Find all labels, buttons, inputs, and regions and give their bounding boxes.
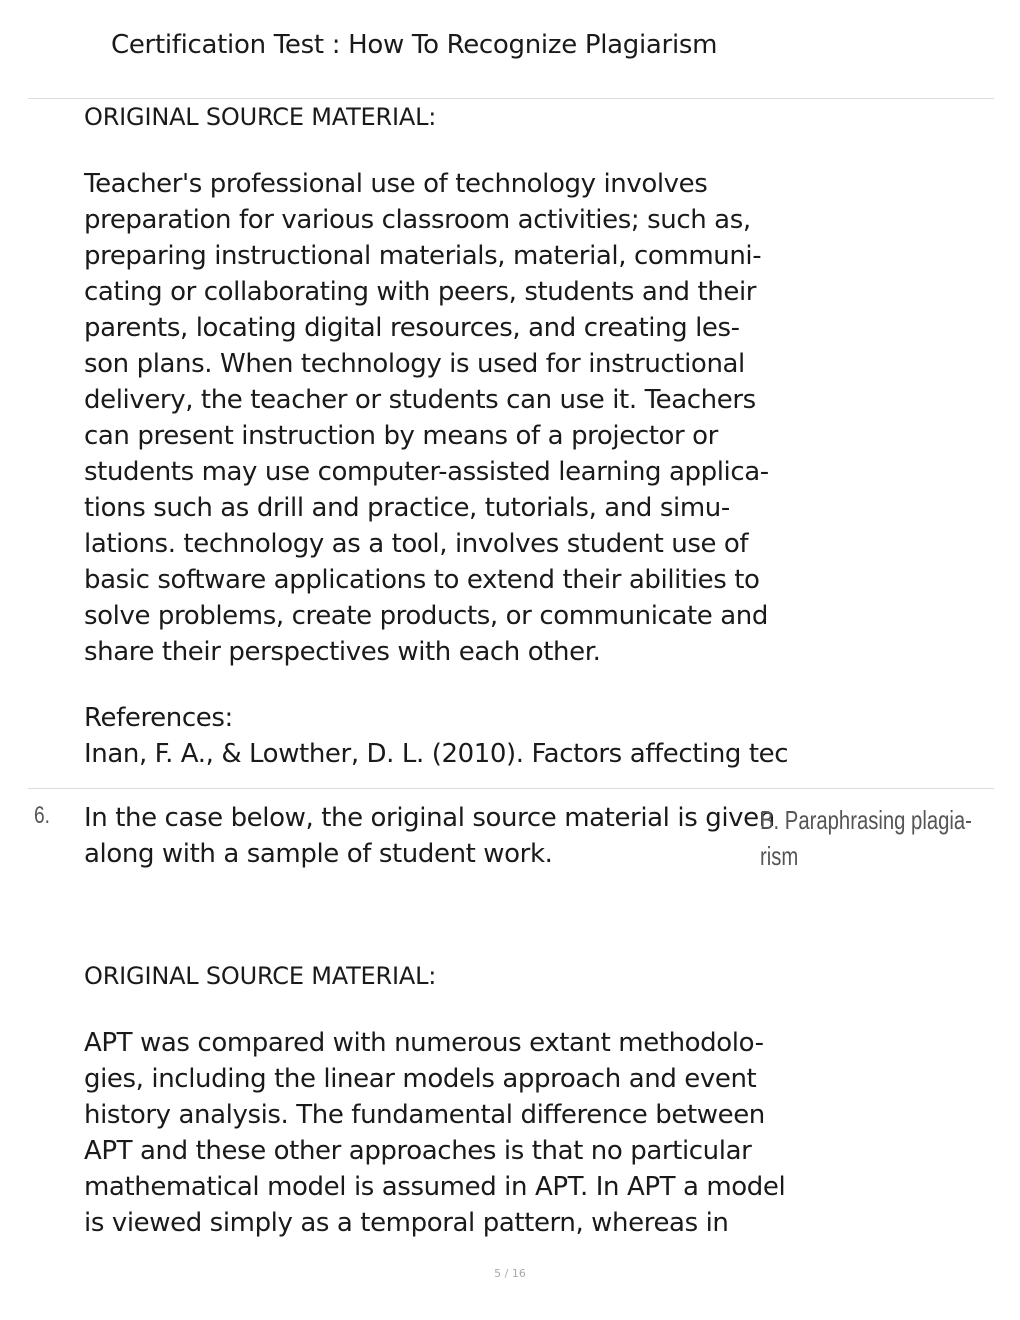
paragraph-line: lations. technology as a tool, involves student use of — [84, 529, 749, 559]
paragraph-line: preparation for various classroom activities; such as, — [84, 205, 751, 235]
paragraph-line: Teacher's professional use of technology involves — [84, 169, 708, 199]
references-label: References: — [84, 703, 233, 733]
page-title: Certification Test : How To Recognize Plagiarism — [111, 30, 718, 60]
page-number: 5 / 16 — [494, 1267, 526, 1280]
answer-choice — [760, 802, 972, 874]
paragraph-line: APT was compared with numerous extant methodolo- — [84, 1028, 764, 1058]
paragraph-line: mathematical model is assumed in APT. In APT a model — [84, 1172, 786, 1202]
paragraph-line: can present instruction by means of a projector or — [84, 421, 718, 451]
paragraph-line: son plans. When technology is used for instructional — [84, 349, 745, 379]
source-heading: ORIGINAL SOURCE MATERIAL: — [84, 103, 437, 131]
paragraph-line: students may use computer-assisted learning applica- — [84, 457, 769, 487]
reference-entry: Inan, F. A., & Lowther, D. L. (2010). Factors affecting tec — [84, 739, 789, 769]
source-heading-2: ORIGINAL SOURCE MATERIAL: — [84, 962, 437, 990]
source-paragraph — [84, 166, 769, 670]
paragraph-line: APT and these other approaches is that no particular — [84, 1136, 752, 1166]
paragraph-line: basic software applications to extend their abilities to — [84, 565, 760, 595]
prompt-line: along with a sample of student work. — [84, 839, 553, 869]
paragraph-line: tions such as drill and practice, tutorials, and simu- — [84, 493, 730, 523]
paragraph-line: is viewed simply as a temporal pattern, whereas in — [84, 1208, 729, 1238]
paragraph-line: gies, including the linear models approach and event — [84, 1064, 757, 1094]
source-paragraph-2 — [84, 1025, 786, 1241]
header-divider — [28, 98, 994, 99]
paragraph-line: history analysis. The fundamental difference between — [84, 1100, 765, 1130]
paragraph-line: share their perspectives with each other. — [84, 637, 601, 667]
paragraph-line: parents, locating digital resources, and creating les- — [84, 313, 740, 343]
question-prompt — [84, 800, 775, 872]
prompt-line: In the case below, the original source material is given — [84, 803, 775, 833]
question-divider — [28, 788, 994, 789]
paragraph-line: preparing instructional materials, material, communi- — [84, 241, 762, 271]
answer-line: rism — [760, 841, 799, 871]
answer-line: B. Paraphrasing plagia- — [760, 805, 972, 835]
paragraph-line: cating or collaborating with peers, students and their — [84, 277, 757, 307]
question-number: 6. — [34, 802, 51, 829]
paragraph-line: delivery, the teacher or students can use it. Teachers — [84, 385, 756, 415]
paragraph-line: solve problems, create products, or communicate and — [84, 601, 768, 631]
